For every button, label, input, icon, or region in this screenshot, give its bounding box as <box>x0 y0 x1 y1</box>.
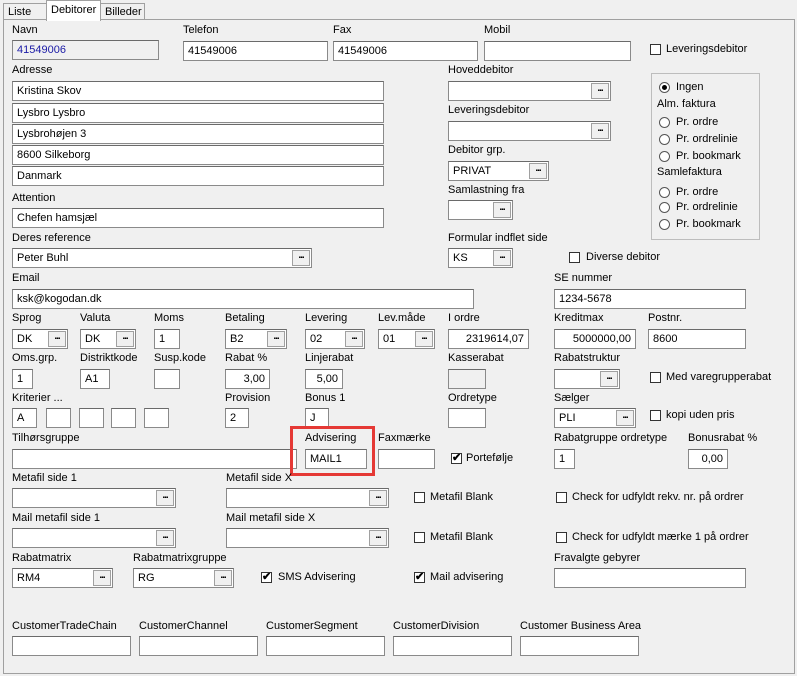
betaling-label: Betaling <box>225 312 265 324</box>
advisering-highlight-box <box>290 426 375 476</box>
radio-ingen-label: Ingen <box>676 81 704 93</box>
metafil-side1-field[interactable] <box>12 488 176 508</box>
sprog-label: Sprog <box>12 312 42 324</box>
moms-label: Moms <box>154 312 184 324</box>
levering-value: 02 <box>310 333 323 345</box>
rabatmatrix-field[interactable] <box>12 568 113 588</box>
kasserabat-field <box>448 369 486 389</box>
debitor-grp-field[interactable] <box>448 161 549 181</box>
samlastning-label: Samlastning fra <box>448 184 525 196</box>
rabatstruktur-field[interactable] <box>554 369 620 389</box>
kreditmax-label: Kreditmax <box>554 312 604 324</box>
customer-channel-label: CustomerChannel <box>139 620 228 632</box>
sprog-value: DK <box>17 333 33 345</box>
metafil-sidex-lookup-button[interactable]: ... <box>369 490 387 506</box>
lev-maade-label: Lev.måde <box>378 312 426 324</box>
saelger-label: Sælger <box>554 392 590 404</box>
radio-alm-pr-ordre[interactable] <box>659 117 670 128</box>
check-maerke-label: Check for udfyldt mærke 1 på ordrer <box>572 531 749 543</box>
levering-lookup-button[interactable]: ... <box>345 331 363 347</box>
lev-maade-value: 01 <box>383 333 396 345</box>
provision-field[interactable]: 2 <box>225 408 249 428</box>
radio-saml-pr-ordrelinie-label: Pr. ordrelinie <box>676 201 738 213</box>
deres-reference-field[interactable] <box>12 248 312 268</box>
rabatstruktur-lookup-button[interactable]: ... <box>600 371 618 387</box>
bonusrabat-field[interactable]: 0,00 <box>688 449 728 469</box>
rabatmatrix-label: Rabatmatrix <box>12 552 72 564</box>
deres-reference-value: Peter Buhl <box>17 252 69 264</box>
hoveddebitor-lookup-button[interactable]: ... <box>591 83 609 99</box>
customer-trade-chain-label: CustomerTradeChain <box>12 620 117 632</box>
hoveddebitor-field[interactable] <box>448 81 611 101</box>
kriterier-field-2[interactable] <box>46 408 71 428</box>
valuta-value: DK <box>85 333 101 345</box>
postnr-label: Postnr. <box>648 312 683 324</box>
metafil-sidex-label: Metafil side X <box>226 472 293 484</box>
formular-value: KS <box>453 252 468 264</box>
navn-label: Navn <box>12 24 38 36</box>
sms-advisering-label: SMS Advisering <box>278 571 356 583</box>
radio-alm-pr-bookmark[interactable] <box>659 151 670 162</box>
tilhoersgruppe-label: Tilhørsgruppe <box>12 432 80 444</box>
customer-division-label: CustomerDivision <box>393 620 480 632</box>
email-field[interactable]: ksk@kogodan.dk <box>12 289 474 309</box>
bonus1-label: Bonus 1 <box>305 392 346 404</box>
fravalgte-gebyrer-label: Fravalgte gebyrer <box>554 552 641 564</box>
se-nummer-label: SE nummer <box>554 272 613 284</box>
saelger-field[interactable] <box>554 408 636 428</box>
levering-label: Levering <box>305 312 348 324</box>
mail-metafil-side1-lookup-button[interactable]: ... <box>156 530 174 546</box>
metafil-blank-checkbox-2[interactable] <box>414 532 425 543</box>
rabatstruktur-label: Rabatstruktur <box>554 352 621 364</box>
mail-advisering-label: Mail advisering <box>430 571 504 583</box>
ordretype-field[interactable] <box>448 408 486 428</box>
kopi-uden-pris-checkbox[interactable] <box>650 410 661 421</box>
samlastning-field[interactable] <box>448 200 513 220</box>
radio-saml-pr-bookmark[interactable] <box>659 219 670 230</box>
adresse-line-5[interactable]: Danmark <box>12 166 384 186</box>
attention-field[interactable]: Chefen hamsjæl <box>12 208 384 228</box>
valuta-lookup-button[interactable]: ... <box>116 331 134 347</box>
kopi-uden-pris-label: kopi uden pris <box>666 409 735 421</box>
i-ordre-field: 2319614,07 <box>448 329 529 349</box>
portefolje-checkbox[interactable]: ✔ <box>452 452 462 464</box>
sprog-lookup-button[interactable]: ... <box>48 331 66 347</box>
oms-grp-label: Oms.grp. <box>12 352 58 364</box>
faxmaerke-label: Faxmærke <box>378 432 431 444</box>
distriktkode-field[interactable]: A1 <box>80 369 110 389</box>
kasserabat-label: Kasserabat <box>448 352 504 364</box>
lev-maade-lookup-button[interactable]: ... <box>415 331 433 347</box>
customer-business-area-label: Customer Business Area <box>520 620 642 632</box>
check-maerke-checkbox[interactable] <box>556 532 567 543</box>
debitor-grp-value: PRIVAT <box>453 165 492 177</box>
diverse-debitor-label: Diverse debitor <box>586 251 660 263</box>
linjerabat-field[interactable]: 5,00 <box>305 369 343 389</box>
moms-field[interactable]: 1 <box>154 329 180 349</box>
tab-bar <box>0 0 797 20</box>
radio-alm-pr-ordrelinie[interactable] <box>659 134 670 145</box>
samlastning-lookup-button[interactable]: ... <box>493 202 511 218</box>
bonus1-field[interactable]: J <box>305 408 329 428</box>
leveringsdebitor-checkbox[interactable] <box>650 44 661 55</box>
rabatmatrix-lookup-button[interactable]: ... <box>93 570 111 586</box>
debitor-grp-label: Debitor grp. <box>448 144 506 156</box>
telefon-field[interactable]: 41549006 <box>183 41 328 61</box>
kriterier-label: Kriterier ... <box>12 392 63 404</box>
attention-label: Attention <box>12 192 56 204</box>
adresse-line-2[interactable]: Lysbro Lysbro <box>12 103 384 123</box>
adresse-line-4[interactable]: 8600 Silkeborg <box>12 145 384 165</box>
metafil-blank-checkbox-1[interactable] <box>414 492 425 503</box>
metafil-sidex-field[interactable] <box>226 488 389 508</box>
email-label: Email <box>12 272 40 284</box>
adresse-label: Adresse <box>12 64 53 76</box>
susp-kode-field[interactable] <box>154 369 180 389</box>
saelger-value: PLI <box>559 412 576 424</box>
kriterier-field-5[interactable] <box>144 408 169 428</box>
rabatmatrixgruppe-label: Rabatmatrixgruppe <box>133 552 227 564</box>
kriterier-field-4[interactable] <box>111 408 136 428</box>
samlefaktura-heading: Samlefaktura <box>657 166 722 178</box>
metafil-blank-label-1: Metafil Blank <box>430 491 493 503</box>
sprog-field[interactable] <box>12 329 68 349</box>
deres-reference-lookup-button[interactable]: ... <box>292 250 310 266</box>
levering-field[interactable] <box>305 329 365 349</box>
fravalgte-gebyrer-field[interactable] <box>554 568 746 588</box>
rabatmatrix-value: RM4 <box>17 572 41 584</box>
radio-alm-pr-ordre-label: Pr. ordre <box>676 116 719 128</box>
tab-billeder[interactable]: Billeder <box>100 3 145 19</box>
rabat-field[interactable]: 3,00 <box>225 369 270 389</box>
tab-liste[interactable]: Liste <box>3 3 47 19</box>
metafil-blank-label-2: Metafil Blank <box>430 531 493 543</box>
diverse-debitor-checkbox[interactable] <box>569 252 580 263</box>
adresse-line-1[interactable]: Kristina Skov <box>12 81 384 101</box>
mail-metafil-sidex-lookup-button[interactable]: ... <box>369 530 387 546</box>
customer-segment-field[interactable] <box>266 636 385 656</box>
radio-saml-pr-ordrelinie[interactable] <box>659 202 670 213</box>
leveringsdebitor-checkbox-label: Leveringsdebitor <box>666 43 748 55</box>
formular-label: Formular indflet side <box>448 232 548 244</box>
rabatmatrixgruppe-value: RG <box>138 572 155 584</box>
fax-field[interactable]: 41549006 <box>333 41 478 61</box>
kreditmax-field[interactable]: 5000000,00 <box>554 329 636 349</box>
rabatgruppe-ordretype-label: Rabatgruppe ordretype <box>554 432 668 444</box>
ordretype-label: Ordretype <box>448 392 497 404</box>
leveringsdebitor-field[interactable] <box>448 121 611 141</box>
valuta-field[interactable] <box>80 329 136 349</box>
customer-channel-field[interactable] <box>139 636 258 656</box>
adresse-line-3[interactable]: Lysbrohøjen 3 <box>12 124 384 144</box>
distriktkode-label: Distriktkode <box>80 352 138 364</box>
tilhoersgruppe-field[interactable] <box>12 449 297 469</box>
radio-alm-pr-bookmark-label: Pr. bookmark <box>676 150 741 162</box>
customer-segment-label: CustomerSegment <box>266 620 358 632</box>
advisering-label: Advisering <box>305 432 357 444</box>
postnr-field[interactable]: 8600 <box>648 329 746 349</box>
leveringsdebitor-label: Leveringsdebitor <box>448 104 530 116</box>
se-nummer-field[interactable]: 1234-5678 <box>554 289 746 309</box>
mail-metafil-sidex-label: Mail metafil side X <box>226 512 316 524</box>
med-varegrupperabat-label: Med varegrupperabat <box>666 371 772 383</box>
mail-metafil-side1-field[interactable] <box>12 528 176 548</box>
customer-trade-chain-field[interactable] <box>12 636 131 656</box>
radio-saml-pr-ordre-label: Pr. ordre <box>676 186 719 198</box>
radio-ingen[interactable] <box>659 82 670 93</box>
mobil-label: Mobil <box>484 24 511 36</box>
oms-grp-field[interactable]: 1 <box>12 369 33 389</box>
tab-debitorer[interactable]: Debitorer <box>46 0 101 21</box>
deres-reference-label: Deres reference <box>12 232 91 244</box>
betaling-lookup-button[interactable]: ... <box>267 331 285 347</box>
rabatmatrixgruppe-field[interactable] <box>133 568 234 588</box>
rabat-label: Rabat % <box>225 352 268 364</box>
formular-field[interactable] <box>448 248 513 268</box>
check-rekv-label: Check for udfyldt rekv. nr. på ordrer <box>572 491 744 503</box>
valuta-label: Valuta <box>80 312 111 324</box>
metafil-side1-label: Metafil side 1 <box>12 472 77 484</box>
customer-division-field[interactable] <box>393 636 512 656</box>
sms-advisering-checkbox[interactable]: ✔ <box>262 571 272 583</box>
alm-faktura-heading: Alm. faktura <box>657 98 716 110</box>
faxmaerke-field[interactable] <box>378 449 435 469</box>
navn-field: 41549006 <box>12 40 159 60</box>
radio-saml-pr-ordre[interactable] <box>659 187 670 198</box>
i-ordre-label: I ordre <box>448 312 480 324</box>
telefon-label: Telefon <box>183 24 219 36</box>
betaling-value: B2 <box>230 333 244 345</box>
mobil-field[interactable] <box>484 41 631 61</box>
leveringsdebitor-lookup-button[interactable]: ... <box>591 123 609 139</box>
saelger-lookup-button[interactable]: ... <box>616 410 634 426</box>
provision-label: Provision <box>225 392 271 404</box>
check-rekv-checkbox[interactable] <box>556 492 567 503</box>
advisering-field[interactable]: MAIL1 <box>305 449 367 469</box>
metafil-side1-lookup-button[interactable]: ... <box>156 490 174 506</box>
bonusrabat-label: Bonusrabat % <box>688 432 758 444</box>
radio-saml-pr-bookmark-label: Pr. bookmark <box>676 218 741 230</box>
susp-kode-label: Susp.kode <box>154 352 206 364</box>
kriterier-field-1[interactable]: A <box>12 408 37 428</box>
portefolje-label: Portefølje <box>466 452 514 464</box>
mail-metafil-side1-label: Mail metafil side 1 <box>12 512 101 524</box>
hoveddebitor-label: Hoveddebitor <box>448 64 514 76</box>
rabatgruppe-ordretype-field[interactable]: 1 <box>554 449 575 469</box>
fax-label: Fax <box>333 24 352 36</box>
kriterier-field-3[interactable] <box>79 408 104 428</box>
radio-alm-pr-ordrelinie-label: Pr. ordrelinie <box>676 133 738 145</box>
formular-lookup-button[interactable]: ... <box>493 250 511 266</box>
mail-advisering-checkbox[interactable]: ✔ <box>415 571 425 583</box>
betaling-field[interactable] <box>225 329 287 349</box>
customer-business-area-field[interactable] <box>520 636 639 656</box>
lev-maade-field[interactable] <box>378 329 435 349</box>
mail-metafil-sidex-field[interactable] <box>226 528 389 548</box>
med-varegrupperabat-checkbox[interactable] <box>650 372 661 383</box>
debitor-grp-lookup-button[interactable]: ... <box>529 163 547 179</box>
rabatmatrixgruppe-lookup-button[interactable]: ... <box>214 570 232 586</box>
linjerabat-label: Linjerabat <box>305 352 354 364</box>
